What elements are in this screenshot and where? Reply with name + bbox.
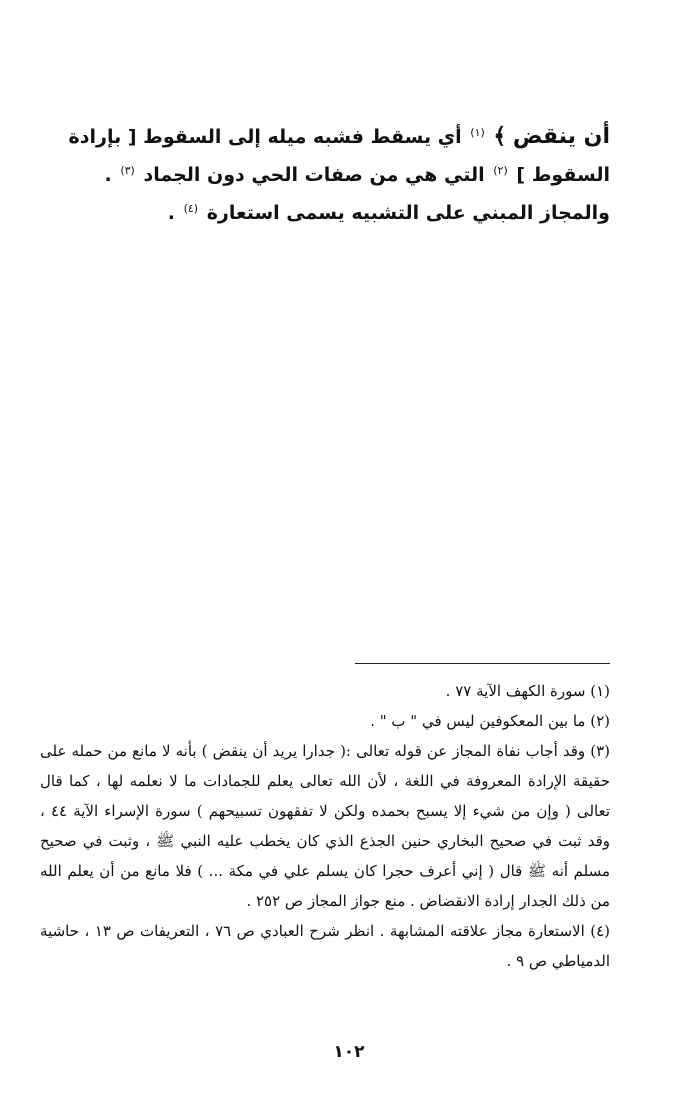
footnote-separator	[355, 663, 610, 664]
footnote-4: (٤) الاستعارة مجاز علاقته المشابهة . انظر شرح العبادي ص ٧٦ ، التعريفات ص ١٣ ، حاشية الدمياطي ص ٩ .	[40, 922, 611, 970]
footnote-ref-4: (٤)	[183, 201, 199, 215]
main-text-line1: أي يسقط فشبه ميله إلى السقوط [ بإرادة السقوط ]	[68, 126, 610, 186]
quran-close-bracket: ﴾	[493, 124, 507, 149]
main-text	[40, 118, 610, 232]
main-text-line2-end: .	[104, 164, 112, 186]
footnote-3: (٣) وقد أجاب نفاة المجاز عن قوله تعالى :( جدارا يريد أن ينقض ) بأنه لا مانع من حمله على حقيقة الإرادة المعروفة في اللغة ، لأن الله تعالى يعلم للجمادات ما لا نعلمه لها ، كما قال تعالى ( وإن من شيء إلا يسبح بحمده ولكن لا تفقهون تسبيحهم ) سورة الإسراء الآية ٤٤ ، وقد ثبت في صحيح البخاري حنين الجذع الذي كان يخطب عليه النبي ﷺ ، وثبت في صحيح مسلم أنه ﷺ قال ( إني أعرف حجرا كان يسلم علي في مكة ... ) فلا مانع من أن يعلم الله من ذلك الجدار إرادة الانقضاض . منع جواز المجاز ص ٢٥٢ .	[40, 742, 610, 910]
footnote-1: (١) سورة الكهف الآية ٧٧ .	[445, 682, 610, 700]
main-text-line1-end: التي	[443, 164, 485, 186]
main-paragraph	[40, 118, 610, 194]
main-text-line3-end: .	[167, 202, 175, 224]
quran-verse-word: أن ينقض	[512, 124, 610, 149]
footnote-ref-1: (١)	[470, 125, 485, 139]
footnote-2: (٢) ما بين المعكوفين ليس في " ب " .	[370, 712, 610, 730]
main-text-line3: والمجاز المبني على التشبيه يسمى استعارة	[206, 202, 610, 224]
footnote-ref-2: (٢)	[493, 163, 508, 177]
footnotes	[40, 676, 610, 976]
main-text-line2: هي من صفات الحي دون الجماد	[143, 164, 438, 186]
page-number: ١٠٢	[333, 1042, 365, 1062]
footnote-ref-3: (٣)	[120, 163, 135, 177]
main-paragraph-2	[40, 194, 610, 232]
